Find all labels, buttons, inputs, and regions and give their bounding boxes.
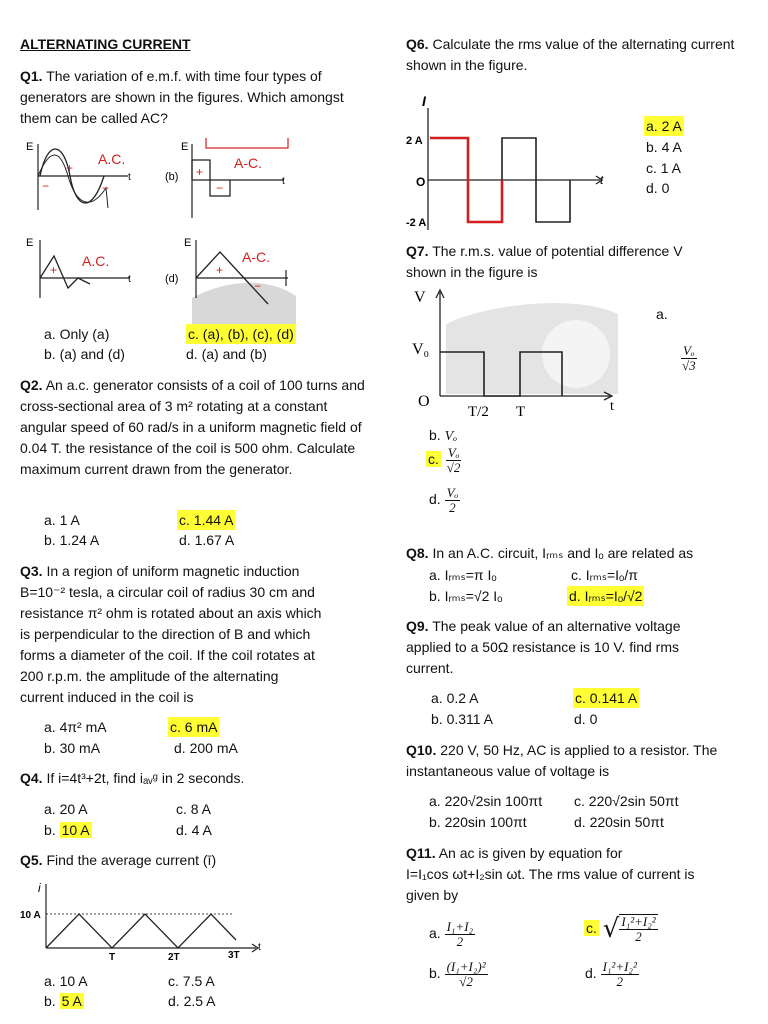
q11-option-d[interactable] xyxy=(585,960,639,989)
q10-option-a[interactable]: a. 220√2sin 100πt xyxy=(429,793,543,809)
q6-fig-bottom: -2 A xyxy=(406,217,427,229)
q5-fig-t3: 3T xyxy=(228,950,240,961)
q7-fig-tt: t xyxy=(610,399,614,414)
q9-option-d[interactable]: d. 0 xyxy=(574,711,598,727)
q6-option-c[interactable]: c. 1 A xyxy=(646,160,682,176)
q5-fig-t2: 2T xyxy=(168,952,180,963)
q4-option-a[interactable]: a. 20 A xyxy=(44,801,88,817)
q11-option-d-num: I₁²+I₂² xyxy=(602,959,637,974)
q5-fig-t1: T xyxy=(109,952,116,963)
q7-fig-t2: T/2 xyxy=(468,404,489,420)
q6-figure xyxy=(404,90,614,236)
q11-option-c-num: I₁²+I₂² xyxy=(621,914,656,929)
q11-text xyxy=(406,843,746,906)
q6-fig-t: t xyxy=(600,173,604,187)
q3-number: Q3. xyxy=(20,563,43,579)
q1-fig-c-t: t xyxy=(128,274,131,285)
q1-fig-b-plus: + xyxy=(196,165,204,179)
q7-option-b-letter: b. xyxy=(429,427,441,443)
q3-line1: In a region of uniform magnetic induction xyxy=(46,563,300,579)
q11-option-a-letter: a. xyxy=(429,925,441,942)
q1-body: The variation of e.m.f. with time four types of generators are shown in the figures. Which amongst them can be called AC? xyxy=(20,68,344,126)
q1-fig-d-plus: + xyxy=(216,263,224,277)
q2-option-c[interactable]: c. 1.44 A xyxy=(179,512,234,528)
q1-fig-b-label: (b) xyxy=(165,171,179,183)
q3-line5: forms a diameter of the coil. If the coil rotates at xyxy=(20,647,315,663)
sqrt-icon: √ xyxy=(602,914,620,944)
q1-option-a[interactable]: a. Only (a) xyxy=(44,326,110,342)
q11-line3: given by xyxy=(406,887,459,903)
q5-number: Q5. xyxy=(20,852,43,868)
q11-option-a[interactable] xyxy=(429,920,475,949)
q8-number: Q8. xyxy=(406,545,429,561)
q9-number: Q9. xyxy=(406,618,429,634)
q1-fig-d-label: (d) xyxy=(165,273,179,285)
q8-option-d[interactable]: d. Iᵣₘₛ=Iₒ/√2 xyxy=(569,588,643,604)
q8-option-b[interactable]: b. Iᵣₘₛ=√2 Iₒ xyxy=(429,588,503,604)
q7-fig-o: O xyxy=(418,393,430,410)
q1-fig-a-minus2: − xyxy=(102,181,110,195)
q1-fig-d-ac: A-C. xyxy=(242,249,270,265)
q1-fig-b-t: t xyxy=(282,176,285,187)
q3-option-b[interactable]: b. 30 mA xyxy=(44,740,101,756)
q11-option-a-den: 2 xyxy=(456,934,464,949)
q7-option-b-value: Vₒ xyxy=(444,429,458,444)
page-title: ALTERNATING CURRENT xyxy=(20,36,191,52)
q1-fig-d-e: E xyxy=(184,237,192,249)
q7-option-d[interactable] xyxy=(429,486,460,515)
q11-option-c-letter: c. xyxy=(586,919,597,936)
q9-text xyxy=(406,616,726,679)
q2-option-d[interactable]: d. 1.67 A xyxy=(179,532,235,548)
q1-fig-b-e: E xyxy=(181,141,189,153)
q7-option-c-den: √2 xyxy=(446,460,461,475)
q1-option-b[interactable]: b. (a) and (d) xyxy=(44,346,125,362)
q4-option-d[interactable]: d. 4 A xyxy=(176,822,212,838)
q11-line1: An ac is given by equation for xyxy=(438,845,623,861)
q7-option-c[interactable] xyxy=(426,446,462,475)
q1-fig-c-e: E xyxy=(26,237,34,249)
q1-option-d[interactable]: d. (a) and (b) xyxy=(186,346,267,362)
q7-option-a-value xyxy=(680,344,698,373)
q7-option-a-num: Vₒ xyxy=(682,343,695,358)
q5-option-b-value: 5 A xyxy=(61,993,82,1009)
q11-option-c[interactable] xyxy=(584,914,658,944)
q3-option-a[interactable]: a. 4π² mA xyxy=(44,719,107,735)
q1-fig-c-ac: A.C. xyxy=(82,253,110,269)
q2-text xyxy=(20,375,365,480)
q8-text xyxy=(406,543,746,564)
q1-figure xyxy=(20,138,300,326)
q4-text xyxy=(20,768,370,789)
q10-number: Q10. xyxy=(406,742,437,758)
q1-fig-c-plus: + xyxy=(50,263,58,277)
q7-number: Q7. xyxy=(406,243,429,259)
q5-fig-i: i xyxy=(38,881,41,895)
q6-option-d[interactable]: d. 0 xyxy=(646,180,670,196)
q11-option-b-num: (I₁+I₂)² xyxy=(446,959,486,974)
q5-fig-t: t xyxy=(258,942,261,953)
q5-body: Find the average current (ī) xyxy=(46,852,217,868)
q6-number: Q6. xyxy=(406,36,429,52)
q11-option-d-den: 2 xyxy=(616,974,623,989)
q1-fig-a-plus: + xyxy=(66,161,74,175)
q1-fig-b-ac: A-C. xyxy=(234,155,262,171)
q8-body: In an A.C. circuit, Iᵣₘₛ and Iₒ are related as xyxy=(432,545,694,561)
q8-option-a[interactable]: a. Iᵣₘₛ=π Iₒ xyxy=(429,567,497,583)
q3-line3: resistance π² ohm is rotated about an axis which xyxy=(20,605,322,621)
q3-text xyxy=(20,561,370,708)
q7-text xyxy=(406,241,726,283)
q10-option-c[interactable]: c. 220√2sin 50πt xyxy=(574,793,679,809)
q1-fig-a-t: t xyxy=(128,172,131,183)
q9-option-a[interactable]: a. 0.2 A xyxy=(431,690,479,706)
q7-figure xyxy=(406,284,626,420)
q3-line2: B=10⁻² tesla, a circular coil of radius 30 cm and xyxy=(20,584,315,600)
q10-option-d[interactable]: d. 220sin 50πt xyxy=(574,814,664,830)
q1-fig-a-minus: − xyxy=(42,179,50,193)
q6-option-b[interactable]: b. 4 A xyxy=(646,139,682,155)
q7-fig-v0: V₀ xyxy=(412,341,430,358)
q4-option-b[interactable] xyxy=(44,820,92,840)
q3-line7: current induced in the coil is xyxy=(20,689,194,705)
q5-option-b[interactable] xyxy=(44,991,84,1011)
q3-option-d[interactable]: d. 200 mA xyxy=(174,740,238,756)
q1-number: Q1. xyxy=(20,68,43,84)
q7-body: The r.m.s. value of potential difference V shown in the figure is xyxy=(406,243,683,280)
q7-option-d-num: Vₒ xyxy=(446,485,459,500)
q7-option-a-letter[interactable]: a. xyxy=(656,306,668,322)
q11-option-b[interactable] xyxy=(429,960,488,989)
q2-body: An a.c. generator consists of a coil of 100 turns and cross-sectional area of 3 m² rotating at a constant angular speed of 60 rad/s in a uniform magnetic field of 0.04 T. the resistance of the coil is 500 ohm. Calculate maximum current drawn from the generator. xyxy=(20,377,365,477)
q7-option-c-letter: c. xyxy=(428,451,439,468)
q4-option-b-letter: b. xyxy=(44,822,56,838)
q11-option-b-den: √2 xyxy=(459,974,473,989)
q6-fig-zero: O xyxy=(416,175,426,189)
q6-option-a[interactable]: a. 2 A xyxy=(646,118,682,134)
q1-text xyxy=(20,66,365,129)
q2-option-a[interactable]: a. 1 A xyxy=(44,512,80,528)
q5-text xyxy=(20,850,370,871)
q5-figure xyxy=(16,880,276,966)
q9-body: The peak value of an alternative voltage applied to a 50Ω resistance is 10 V. find rms current. xyxy=(406,618,681,676)
q8-option-c[interactable]: c. Iᵣₘₛ=Iₒ/π xyxy=(571,567,638,583)
q2-option-b[interactable]: b. 1.24 A xyxy=(44,532,100,548)
q1-fig-d-minus: − xyxy=(254,279,262,293)
q11-number: Q11. xyxy=(406,845,436,861)
q4-number: Q4. xyxy=(20,770,43,786)
q7-option-b[interactable] xyxy=(429,425,457,447)
q6-body: Calculate the rms value of the alternating current shown in the figure. xyxy=(406,36,735,73)
q9-option-c[interactable]: c. 0.141 A xyxy=(575,690,638,706)
q7-fig-t: T xyxy=(516,404,526,420)
q7-fig-v: V xyxy=(414,289,426,306)
q3-line6: 200 r.p.m. the amplitude of the alternating xyxy=(20,668,279,684)
q6-fig-top: 2 A xyxy=(406,135,423,147)
q10-text xyxy=(406,740,746,782)
q4-option-c[interactable]: c. 8 A xyxy=(176,801,212,817)
q9-option-b[interactable]: b. 0.311 A xyxy=(431,711,494,727)
q11-option-b-letter: b. xyxy=(429,965,441,982)
q11-option-a-num: I₁+I₂ xyxy=(446,919,474,934)
q7-option-c-num: Vₒ xyxy=(447,445,460,460)
q6-text xyxy=(406,34,746,76)
q10-option-b[interactable]: b. 220sin 100πt xyxy=(429,814,527,830)
q11-option-d-letter: d. xyxy=(585,965,597,982)
q7-option-a-den: √3 xyxy=(682,358,696,373)
q5-option-a[interactable]: a. 10 A xyxy=(44,973,88,989)
q5-option-d[interactable]: d. 2.5 A xyxy=(168,993,216,1009)
q5-option-b-letter: b. xyxy=(44,993,56,1009)
q7-option-d-den: 2 xyxy=(449,500,456,515)
q1-fig-a-ac: A.C. xyxy=(98,151,126,167)
q2-number: Q2. xyxy=(20,377,43,393)
q11-line2: I=I₁cos ωt+I₂sin ωt. The rms value of current is xyxy=(406,866,695,882)
q6-fig-i: I xyxy=(422,93,426,109)
q1-option-c[interactable]: c. (a), (b), (c), (d) xyxy=(188,326,294,342)
q3-line4: is perpendicular to the direction of B and which xyxy=(20,626,311,642)
q4-option-b-value: 10 A xyxy=(61,822,90,838)
q1-fig-a-e: E xyxy=(26,141,34,153)
q10-body: 220 V, 50 Hz, AC is applied to a resistor. The instantaneous value of voltage is xyxy=(406,742,718,779)
q5-fig-peak: 10 A xyxy=(20,910,41,921)
q3-option-c[interactable]: c. 6 mA xyxy=(170,719,218,735)
q5-option-c[interactable]: c. 7.5 A xyxy=(168,973,215,989)
q11-option-c-den: 2 xyxy=(635,929,642,944)
q4-body: If i=4t³+2t, find iₐᵥᵍ in 2 seconds. xyxy=(46,770,245,786)
q1-fig-b-minus: − xyxy=(216,181,224,195)
q7-option-d-letter: d. xyxy=(429,491,441,508)
